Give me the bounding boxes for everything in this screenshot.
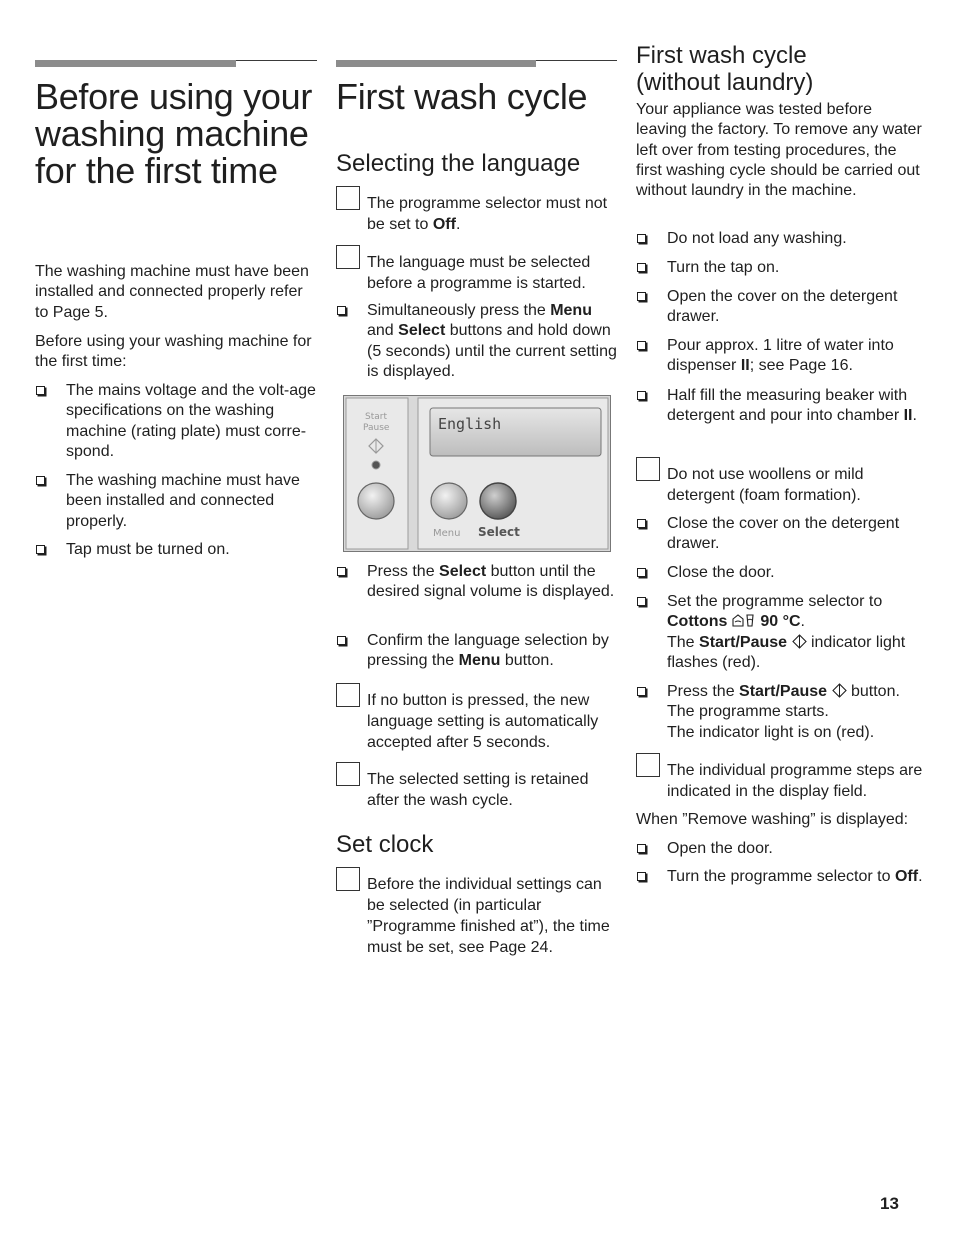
cottons-symbol-icon bbox=[732, 613, 756, 628]
note-box-icon bbox=[336, 245, 360, 269]
checkbox-bullet-icon bbox=[337, 306, 346, 315]
checkbox-bullet-icon bbox=[637, 687, 646, 696]
note-box-icon bbox=[336, 186, 360, 210]
checkbox-bullet-icon bbox=[637, 597, 646, 606]
list-item: Turn the programme selector to Off. bbox=[636, 867, 926, 887]
note-box: The individual programme steps are indicated in the display field. bbox=[636, 760, 926, 802]
list-item: Turn the tap on. bbox=[636, 258, 926, 278]
list-item: Half fill the measuring beaker with detergent and pour into chamber II. bbox=[636, 386, 926, 427]
list-item: Open the cover on the detergent drawer. bbox=[636, 287, 926, 328]
before-text: Before using your washing machine for the first time: bbox=[35, 333, 312, 371]
list-item: Simultaneously press the Menu and Select buttons and hold down (5 seconds) until the current setting is displayed. bbox=[336, 301, 618, 382]
intro-text: The washing machine must have been installed and connected properly refer to Page 5. bbox=[35, 263, 309, 321]
note-box: The selected setting is retained after the wash cycle. bbox=[336, 769, 618, 811]
header-rule-col2 bbox=[336, 60, 617, 61]
note-box-icon bbox=[336, 762, 360, 786]
pause-label: Pause bbox=[363, 423, 390, 433]
list-item: Set the programme selector to Cottons 90 °C. The Start/Pause indicator light flashes (red). bbox=[636, 592, 926, 673]
checkbox-bullet-icon bbox=[637, 292, 646, 301]
start-pause-diamond-icon bbox=[832, 683, 847, 698]
checkbox-bullet-icon bbox=[637, 519, 646, 528]
checkbox-bullet-icon bbox=[637, 341, 646, 350]
checkbox-bullet-icon bbox=[637, 391, 646, 400]
list-item: Close the cover on the detergent drawer. bbox=[636, 514, 926, 555]
page-title-before-using: Before using your washing machine for the first time bbox=[35, 76, 313, 191]
note-box-icon bbox=[336, 867, 360, 891]
checkbox-bullet-icon bbox=[36, 476, 45, 485]
list-item: Press the Start/Pause button. The programme starts. The indicator light is on (red). bbox=[636, 682, 926, 743]
remove-washing-text: When ”Remove washing” is displayed: bbox=[636, 811, 909, 828]
note-box: The programme selector must not be set to Off. bbox=[336, 193, 618, 235]
note-box: Before the individual settings can be selected (in particular ”Programme finished at”), the time must be set, see Page 24. bbox=[336, 874, 618, 958]
heading-first-wash-without-laundry: First wash cycle (without laundry) bbox=[636, 42, 814, 96]
heading-selecting-language: Selecting the language bbox=[336, 150, 581, 177]
list-item: Close the door. bbox=[636, 563, 926, 583]
checkbox-bullet-icon bbox=[637, 844, 646, 853]
checkbox-bullet-icon bbox=[36, 545, 45, 554]
checkbox-bullet-icon bbox=[337, 567, 346, 576]
heading-set-clock: Set clock bbox=[336, 831, 434, 858]
note-box: Do not use woollens or mild detergent (foam formation). bbox=[636, 464, 926, 506]
note-box: If no button is pressed, the new language setting is automatically accepted after 5 seconds. bbox=[336, 690, 618, 753]
select-label: Select bbox=[478, 525, 520, 539]
checkbox-bullet-icon bbox=[337, 636, 346, 645]
checkbox-bullet-icon bbox=[637, 263, 646, 272]
checkbox-bullet-icon bbox=[637, 234, 646, 243]
page-title-first-wash-cycle: First wash cycle bbox=[336, 76, 588, 117]
header-rule-col1 bbox=[35, 60, 317, 61]
start-label: Start bbox=[365, 412, 387, 422]
note-box: The language must be selected before a programme is started. bbox=[336, 252, 618, 294]
list-item: Tap must be turned on. bbox=[35, 540, 317, 560]
menu-label: Menu bbox=[433, 528, 461, 539]
checkbox-bullet-icon bbox=[637, 872, 646, 881]
checkbox-bullet-icon bbox=[36, 386, 45, 395]
checkbox-bullet-icon bbox=[637, 568, 646, 577]
note-box-icon bbox=[636, 753, 660, 777]
menu-button[interactable] bbox=[431, 483, 467, 519]
list-item: The washing machine must have been installed and connected properly. bbox=[35, 471, 317, 532]
list-item: The mains voltage and the volt-age specifications on the washing machine (rating plate) must corre-spond. bbox=[35, 381, 317, 462]
list-item: Confirm the language selection by pressing the Menu button. bbox=[336, 631, 618, 672]
note-box-icon bbox=[336, 683, 360, 707]
list-item: Pour approx. 1 litre of water into dispenser II; see Page 16. bbox=[636, 336, 926, 377]
note-box-icon bbox=[636, 457, 660, 481]
indicator-light-icon bbox=[372, 461, 380, 469]
list-item: Open the door. bbox=[636, 839, 926, 859]
start-pause-button[interactable] bbox=[358, 483, 394, 519]
intro-text: Your appliance was tested before leaving the factory. To remove any water left over from testing procedures, the first washing cycle should be carried out without laundry in the machine. bbox=[636, 101, 922, 200]
list-item: Do not load any washing. bbox=[636, 229, 926, 249]
start-pause-diamond-icon bbox=[792, 634, 807, 649]
control-panel-illustration bbox=[343, 395, 611, 552]
select-button[interactable] bbox=[480, 483, 516, 519]
page-number: 13 bbox=[880, 1194, 899, 1213]
display-text: English bbox=[438, 415, 502, 433]
list-item: Press the Select button until the desired signal volume is displayed. bbox=[336, 562, 618, 603]
